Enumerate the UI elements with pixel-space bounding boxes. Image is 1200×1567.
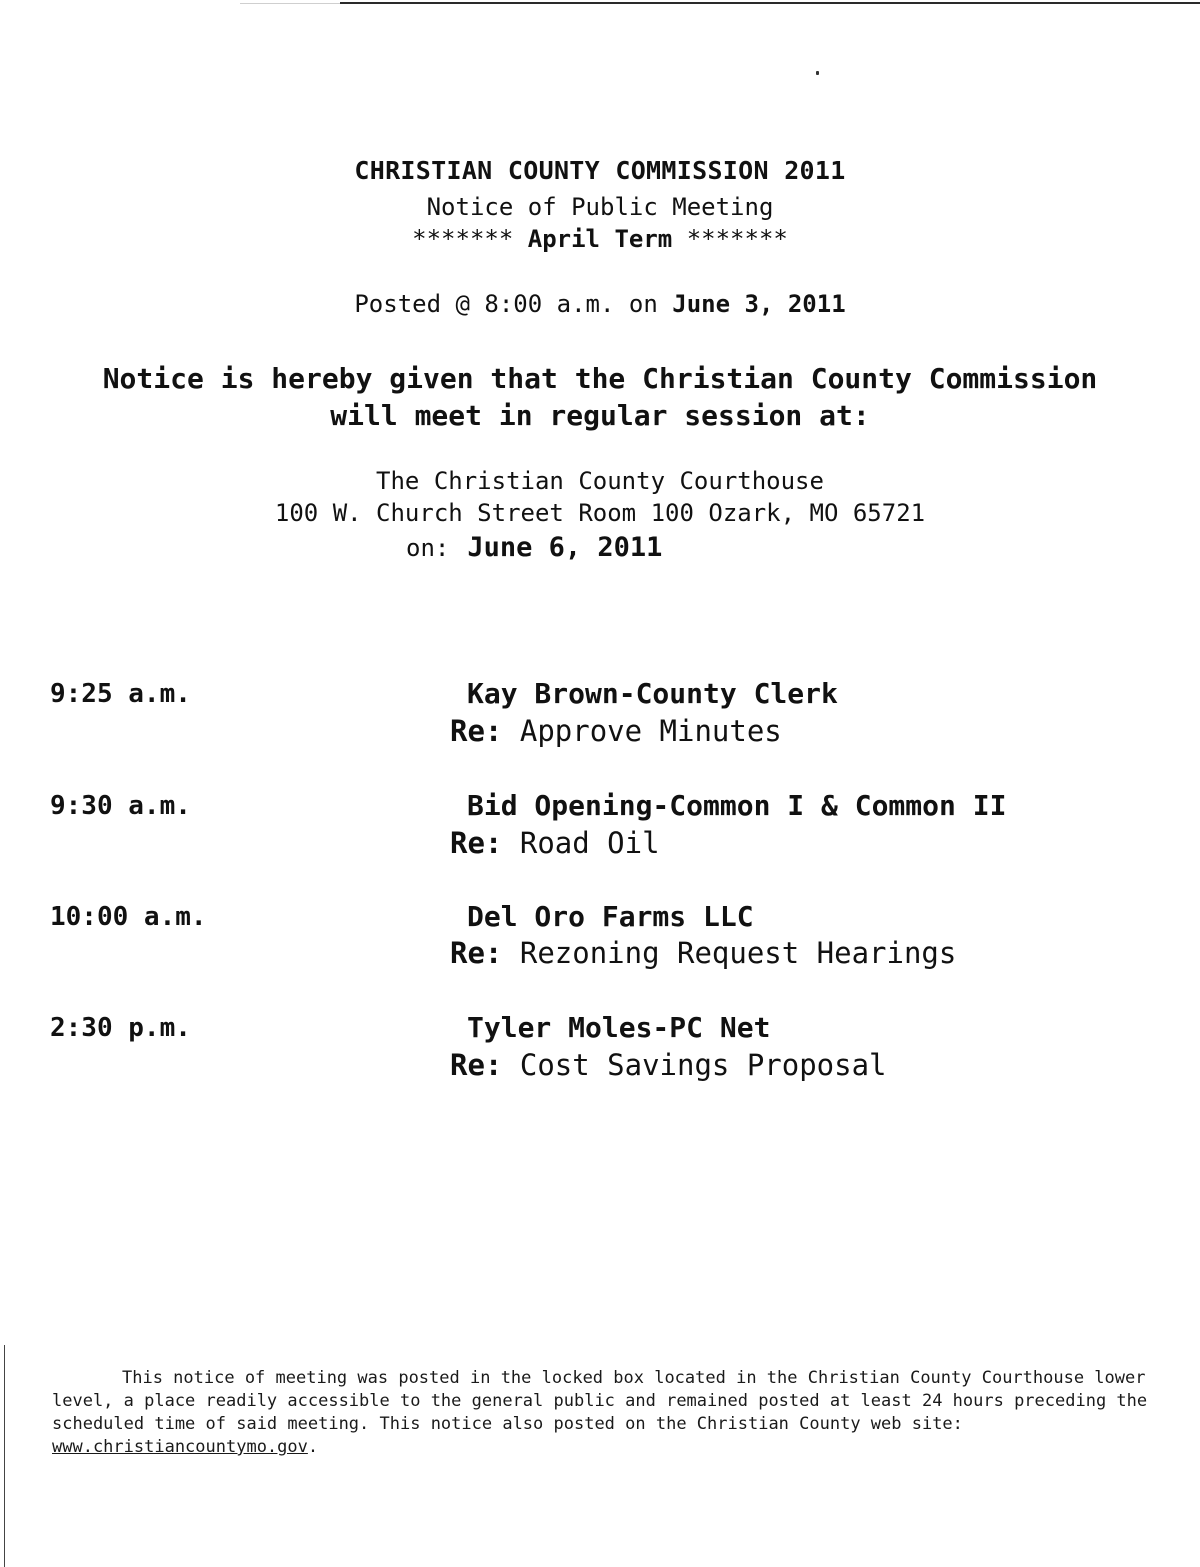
term-stars-right: ******* bbox=[686, 225, 788, 253]
location-building: The Christian County Courthouse bbox=[376, 467, 824, 495]
re-label: Re: bbox=[450, 714, 503, 748]
re-label: Re: bbox=[450, 826, 503, 860]
agenda-subject bbox=[450, 714, 782, 748]
posted-date: June 3, 2011 bbox=[672, 290, 846, 318]
document-subtitle: Notice of Public Meeting bbox=[426, 193, 774, 221]
agenda-presenter: Del Oro Farms LLC bbox=[467, 900, 754, 933]
agenda-time: 9:30 a.m. bbox=[50, 791, 191, 821]
document-title: CHRISTIAN COUNTY COMMISSION 2011 bbox=[354, 156, 846, 185]
agenda-subject bbox=[450, 936, 956, 970]
location-address: 100 W. Church Street Room 100 Ozark, MO 65721 bbox=[274, 499, 926, 527]
term-label: April Term bbox=[527, 225, 673, 253]
scan-speck bbox=[816, 71, 819, 75]
agenda-time: 9:25 a.m. bbox=[50, 679, 191, 709]
term-line bbox=[0, 225, 1200, 253]
meeting-date-line bbox=[406, 532, 662, 563]
scan-edge-line bbox=[240, 3, 340, 4]
posted-prefix: Posted @ 8:00 a.m. on bbox=[354, 290, 658, 318]
posting-trailing: . bbox=[307, 1437, 319, 1457]
agenda-subject bbox=[450, 826, 660, 860]
posting-text: This notice of meeting was posted in the locked box located in the Christian County Courthouse lower level, a place readily accessible to the general public and remained posted at least 24 hours preceding the scheduled time of said meeting. This notice also posted on the Christian County web site: bbox=[52, 1368, 1148, 1434]
term-stars-left: ******* bbox=[412, 225, 514, 253]
re-label: Re: bbox=[450, 936, 503, 970]
agenda-subject bbox=[450, 1048, 887, 1082]
re-label: Re: bbox=[450, 1048, 503, 1082]
notice-statement bbox=[0, 360, 1200, 434]
agenda-presenter: Bid Opening-Common I & Common II bbox=[467, 789, 1007, 822]
scan-edge-line bbox=[340, 2, 1200, 4]
agenda-subject-text: Rezoning Request Hearings bbox=[519, 936, 957, 970]
notice-line-2: will meet in regular session at: bbox=[330, 399, 870, 432]
agenda-presenter: Kay Brown-County Clerk bbox=[467, 677, 838, 710]
posting-paragraph bbox=[52, 1367, 1152, 1459]
meeting-date-label: on: bbox=[406, 534, 450, 562]
agenda-presenter: Tyler Moles-PC Net bbox=[467, 1011, 771, 1044]
scan-edge-line bbox=[4, 1345, 5, 1567]
notice-line-1: Notice is hereby given that the Christian County Commission bbox=[102, 362, 1098, 395]
agenda-subject-text: Cost Savings Proposal bbox=[519, 1048, 887, 1082]
posted-line bbox=[0, 290, 1200, 318]
agenda-subject-text: Approve Minutes bbox=[519, 714, 782, 748]
posting-statement bbox=[52, 1367, 1152, 1459]
meeting-date: June 6, 2011 bbox=[467, 532, 663, 563]
county-website-link[interactable]: www.christiancountymo.gov bbox=[52, 1437, 308, 1457]
agenda-subject-text: Road Oil bbox=[519, 826, 660, 860]
agenda-time: 10:00 a.m. bbox=[50, 902, 207, 932]
agenda-time: 2:30 p.m. bbox=[50, 1013, 191, 1043]
